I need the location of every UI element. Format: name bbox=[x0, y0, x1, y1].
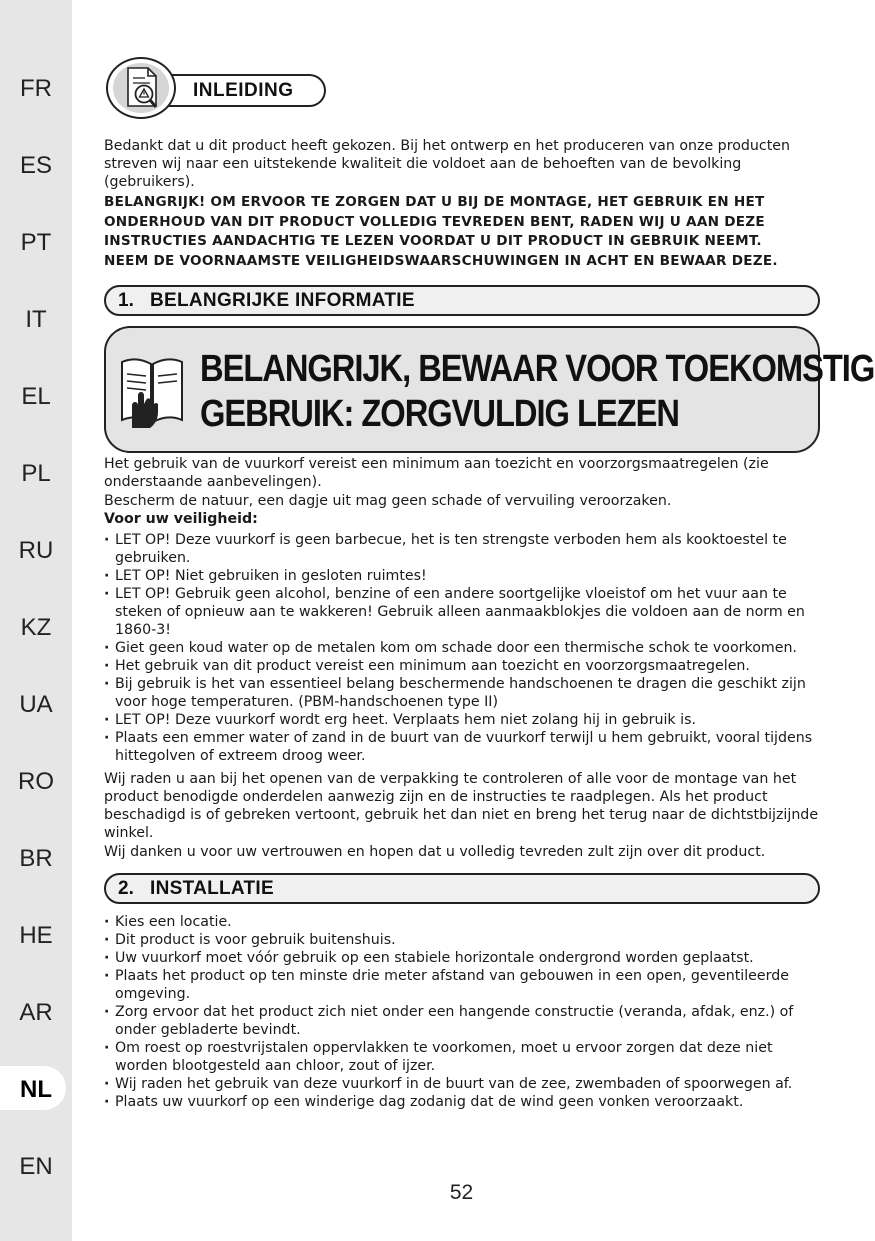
list-item: · Kies een locatie. bbox=[104, 913, 824, 931]
intro-heading: INLEIDING bbox=[193, 80, 294, 101]
reading-manual-icon bbox=[118, 352, 186, 430]
language-tab-br[interactable]: BR bbox=[19, 845, 53, 872]
list-item: · Zorg ervoor dat het product zich niet onder een hangende constructie (veranda, afdak, enz.) of onder gebladerte bevindt. bbox=[104, 1003, 824, 1039]
language-tab-en[interactable]: EN bbox=[19, 1153, 53, 1180]
list-item: · LET OP! Deze vuurkorf is geen barbecue, het is ten strengste verboden hem als kooktoestel te gebruiken. bbox=[104, 531, 824, 567]
language-tab-kz[interactable]: KZ bbox=[20, 614, 52, 641]
language-tab-fr[interactable]: FR bbox=[20, 75, 52, 102]
language-tab-ar[interactable]: AR bbox=[19, 999, 53, 1026]
language-tab-pt[interactable]: PT bbox=[20, 229, 52, 256]
language-tab-he[interactable]: HE bbox=[19, 922, 53, 949]
language-tab-es[interactable]: ES bbox=[19, 152, 52, 179]
list-item: · Giet geen koud water op de metalen kom om schade door een thermische schok te voorkomen. bbox=[104, 639, 824, 657]
section-1-title: BELANGRIJKE INFORMATIE bbox=[150, 290, 415, 311]
language-tab-nl[interactable]: NL bbox=[20, 1076, 52, 1103]
list-item: · LET OP! Niet gebruiken in gesloten ruimtes! bbox=[104, 567, 824, 585]
safety-heading: Voor uw veiligheid: bbox=[104, 511, 258, 527]
notice-line-2: GEBRUIK: ZORGVULDIG LEZEN bbox=[200, 393, 679, 435]
list-item: · Bij gebruik is het van essentieel belang beschermende handschoenen te dragen die geschikt zijn voor hoge temperaturen. (PBM-handschoenen type II) bbox=[104, 675, 824, 711]
intro-warning: BELANGRIJK! OM ERVOOR TE ZORGEN DAT U BIJ DE MONTAGE, HET GEBRUIK EN HET ONDERHOUD VAN DIT PRODUCT VOLLEDIG TEVREDEN BENT, RADEN WIJ U AAN DEZE INSTRUCTIES AANDACHTIG TE LEZEN VOORDAT U DIT PRODUCT IN GEBRUIK NEEMT. NEEM DE VOORNAAMSTE VEILIGHEIDSWAARSCHUWINGEN IN ACHT EN BEWAAR DEZE. bbox=[104, 194, 778, 269]
safety-list bbox=[104, 531, 824, 765]
language-tab-el[interactable]: EL bbox=[21, 383, 51, 410]
list-item: · Om roest op roestvrijstalen oppervlakken te voorkomen, moet u ervoor zorgen dat deze niet worden blootgesteld aan chloor, zout of ijzer. bbox=[104, 1039, 824, 1075]
intro-paragraph: Bedankt dat u dit product heeft gekozen. Bij het ontwerp en het produceren van onze producten streven wij naar een uitstekende kwaliteit die voldoet aan de behoeften van de bevolking (gebruikers). bbox=[104, 138, 790, 190]
language-tab-ro[interactable]: RO bbox=[18, 768, 54, 795]
section-2-title: INSTALLATIE bbox=[150, 878, 274, 899]
notice-line-1: BELANGRIJK, BEWAAR VOOR TOEKOMSTIG bbox=[200, 348, 875, 390]
list-item: · Plaats het product op ten minste drie meter afstand van gebouwen in een open, geventileerde omgeving. bbox=[104, 967, 824, 1003]
section-1-paragraph-3: Wij raden u aan bij het openen van de verpakking te controleren of alle voor de montage van het product benodigde onderdelen aanwezig zijn en de instructies te raadplegen. Als het product beschadigd is of gebreken vertoont, gebruik het dan niet en breng het terug naar de dichtstbijzijnde winkel. bbox=[104, 771, 819, 841]
list-item: · Het gebruik van dit product vereist een minimum aan toezicht en voorzorgsmaatregelen. bbox=[104, 657, 824, 675]
language-tab-ua[interactable]: UA bbox=[19, 691, 53, 718]
section-1-paragraph-2: Bescherm de natuur, een dagje uit mag geen schade of vervuiling veroorzaken. bbox=[104, 493, 672, 509]
list-item: · Plaats uw vuurkorf op een winderige dag zodanig dat de wind geen vonken veroorzaakt. bbox=[104, 1093, 824, 1111]
list-item: · LET OP! Deze vuurkorf wordt erg heet. Verplaats hem niet zolang hij in gebruik is. bbox=[104, 711, 824, 729]
page-number: 52 bbox=[449, 1181, 474, 1204]
language-tab-ru[interactable]: RU bbox=[18, 537, 54, 564]
list-item: · Uw vuurkorf moet vóór gebruik op een stabiele horizontale ondergrond worden geplaatst. bbox=[104, 949, 824, 967]
section-2-number: 2. bbox=[118, 878, 134, 899]
list-item: · Wij raden het gebruik van deze vuurkorf in de buurt van de zee, zwembaden of spoorwegen af. bbox=[104, 1075, 824, 1093]
section-1-number: 1. bbox=[118, 290, 134, 311]
list-item: · Dit product is voor gebruik buitenshuis. bbox=[104, 931, 824, 949]
language-tab-pl[interactable]: PL bbox=[21, 460, 51, 487]
installation-list bbox=[104, 913, 824, 1111]
list-item: · Plaats een emmer water of zand in de buurt van de vuurkorf terwijl u hem gebruikt, vooral tijdens hittegolven of extreem droog weer. bbox=[104, 729, 824, 765]
section-1-paragraph-4: Wij danken u voor uw vertrouwen en hopen dat u volledig tevreden zult zijn over dit product. bbox=[104, 844, 766, 860]
language-tab-it[interactable]: IT bbox=[25, 306, 47, 333]
document-warning-magnifier-icon bbox=[120, 64, 164, 112]
section-1-paragraph-1: Het gebruik van de vuurkorf vereist een minimum aan toezicht en voorzorgsmaatregelen (zie onderstaande aanbevelingen). bbox=[104, 456, 769, 490]
list-item: · LET OP! Gebruik geen alcohol, benzine of een andere soortgelijke vloeistof om het vuur aan te steken of opnieuw aan te wakkeren! Gebruik alleen aanmaakblokjes die voldoen aan de norm en 1860-3! bbox=[104, 585, 824, 639]
